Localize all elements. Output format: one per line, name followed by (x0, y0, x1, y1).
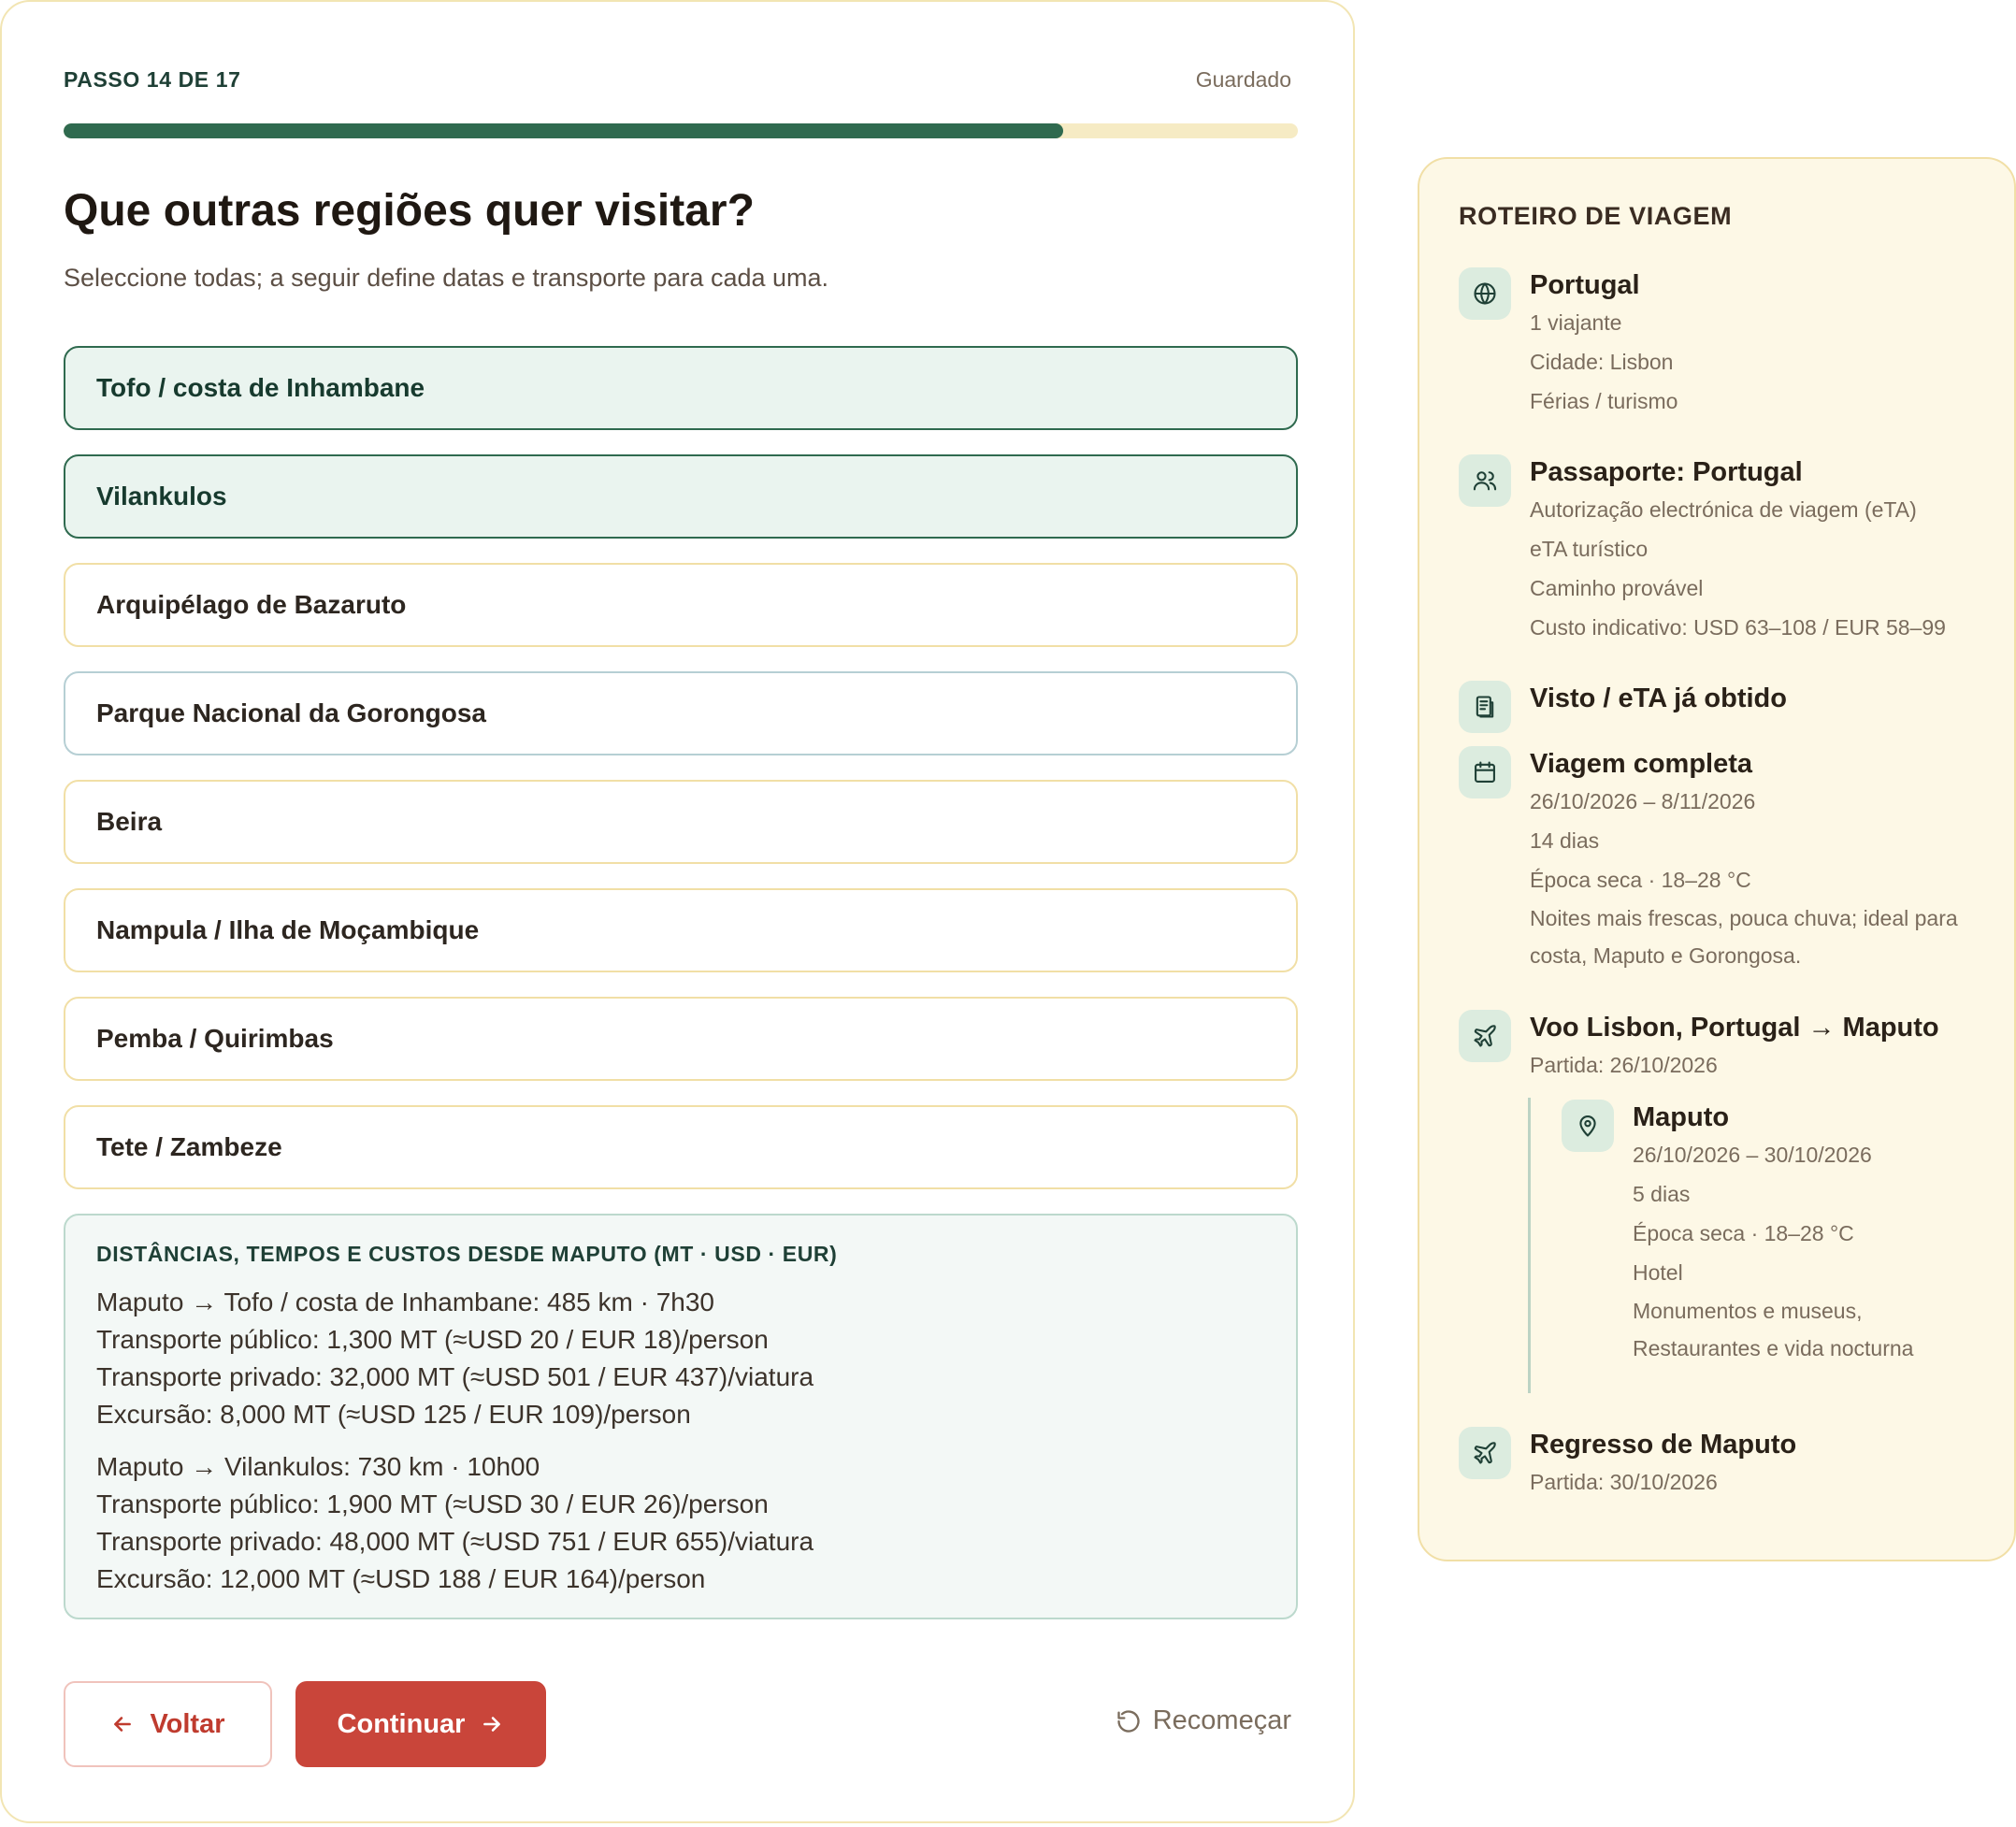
itinerary-heading: Viagem completa (1530, 749, 1753, 779)
itinerary-detail: Custo indicativo: USD 63–108 / EUR 58–99 (1530, 615, 1946, 640)
globe-icon (1459, 267, 1511, 320)
route-line: Transporte público: 1,300 MT (≈USD 20 / EUR 18)/person (96, 1325, 769, 1354)
question-title: Que outras regiões quer visitar? (64, 186, 755, 236)
itinerary-detail: Autorização electrónica de viagem (eTA) (1530, 497, 1917, 522)
info-title: DISTÂNCIAS, TEMPOS E CUSTOS DESDE MAPUTO (MT · USD · EUR) (96, 1242, 838, 1266)
itinerary-detail: 26/10/2026 – 8/11/2026 (1530, 789, 1756, 813)
region-options (64, 346, 1298, 1214)
arrow-right-icon (480, 1712, 504, 1736)
back-button-label: Voltar (150, 1708, 225, 1739)
restart-label: Recomeçar (1152, 1705, 1291, 1735)
route-line: Transporte público: 1,900 MT (≈USD 30 / EUR 26)/person (96, 1489, 769, 1518)
route-vilankulos (96, 1448, 1265, 1598)
continue-button-label: Continuar (337, 1708, 466, 1739)
route-line: Transporte privado: 32,000 MT (≈USD 501 / EUR 437)/viatura (96, 1362, 814, 1391)
itinerary-detail: Época seca · 18–28 °C (1530, 868, 1751, 892)
region-option-vilankulos[interactable]: Vilankulos (64, 454, 1298, 539)
itinerary-detail: eTA turístico (1530, 537, 1649, 561)
document-icon (1459, 681, 1511, 733)
timeline-connector (1528, 1098, 1531, 1393)
map-pin-icon (1562, 1100, 1614, 1152)
itinerary-panel (1418, 157, 2016, 1561)
route-tofo (96, 1284, 1265, 1433)
itinerary-detail: Caminho provável (1530, 576, 1704, 600)
itinerary-detail: Férias / turismo (1530, 389, 1678, 413)
itinerary-heading: Visto / eTA já obtido (1530, 683, 1787, 713)
itinerary-heading: Passaporte: Portugal (1530, 457, 1803, 487)
restart-button[interactable] (1116, 1705, 1291, 1736)
route-line: Transporte privado: 48,000 MT (≈USD 751 / EUR 655)/viatura (96, 1527, 814, 1556)
region-option-gorongosa[interactable]: Parque Nacional da Gorongosa (64, 671, 1298, 755)
step-indicator: PASSO 14 DE 17 (64, 67, 241, 92)
plane-icon (1459, 1010, 1511, 1062)
itinerary-heading: Voo Lisbon, Portugal → Maputo (1530, 1013, 1939, 1043)
route-line: Maputo → Tofo / costa de Inhambane: 485 km · 7h30 (96, 1288, 714, 1316)
region-option-pemba[interactable]: Pemba / Quirimbas (64, 997, 1298, 1081)
itinerary-detail: Noites mais frescas, pouca chuva; ideal para costa, Maputo e Gorongosa. (1530, 906, 1958, 968)
progress-fill (64, 123, 1063, 138)
arrow-left-icon (110, 1712, 135, 1736)
itinerary-heading: Regresso de Maputo (1530, 1430, 1797, 1460)
itinerary-detail: Época seca · 18–28 °C (1633, 1221, 1854, 1245)
saved-status: Guardado (1195, 67, 1291, 92)
calendar-icon (1459, 746, 1511, 798)
question-subtitle: Seleccione todas; a seguir define datas e transporte para cada uma. (64, 264, 829, 292)
route-line: Excursão: 8,000 MT (≈USD 125 / EUR 109)/person (96, 1400, 691, 1429)
region-option-bazaruto[interactable]: Arquipélago de Bazaruto (64, 563, 1298, 647)
itinerary-title: ROTEIRO DE VIAGEM (1459, 202, 1733, 230)
itinerary-detail: 26/10/2026 – 30/10/2026 (1633, 1143, 1872, 1167)
region-option-nampula[interactable]: Nampula / Ilha de Moçambique (64, 888, 1298, 972)
plane-icon (1459, 1427, 1511, 1479)
continue-button[interactable] (295, 1681, 546, 1767)
itinerary-detail: Monumentos e museus, Restaurantes e vida nocturna (1633, 1299, 1914, 1360)
region-option-tete[interactable]: Tete / Zambeze (64, 1105, 1298, 1189)
users-icon (1459, 454, 1511, 507)
rotate-ccw-icon (1116, 1708, 1142, 1734)
itinerary-detail: Hotel (1633, 1260, 1683, 1285)
route-line: Excursão: 12,000 MT (≈USD 188 / EUR 164)/person (96, 1564, 706, 1593)
itinerary-detail: Cidade: Lisbon (1530, 350, 1674, 374)
itinerary-detail: 14 dias (1530, 828, 1600, 853)
itinerary-detail: Partida: 30/10/2026 (1530, 1470, 1718, 1494)
region-option-tofo[interactable]: Tofo / costa de Inhambane (64, 346, 1298, 430)
region-option-beira[interactable]: Beira (64, 780, 1298, 864)
route-line: Maputo → Vilankulos: 730 km · 10h00 (96, 1452, 540, 1481)
itinerary-heading: Portugal (1530, 270, 1640, 300)
distance-info-box (64, 1214, 1298, 1619)
itinerary-heading: Maputo (1633, 1102, 1730, 1132)
back-button[interactable] (64, 1681, 272, 1767)
itinerary-detail: Partida: 26/10/2026 (1530, 1053, 1718, 1077)
progress-bar (64, 123, 1298, 138)
itinerary-detail: 1 viajante (1530, 310, 1622, 335)
itinerary-detail: 5 dias (1633, 1182, 1691, 1206)
